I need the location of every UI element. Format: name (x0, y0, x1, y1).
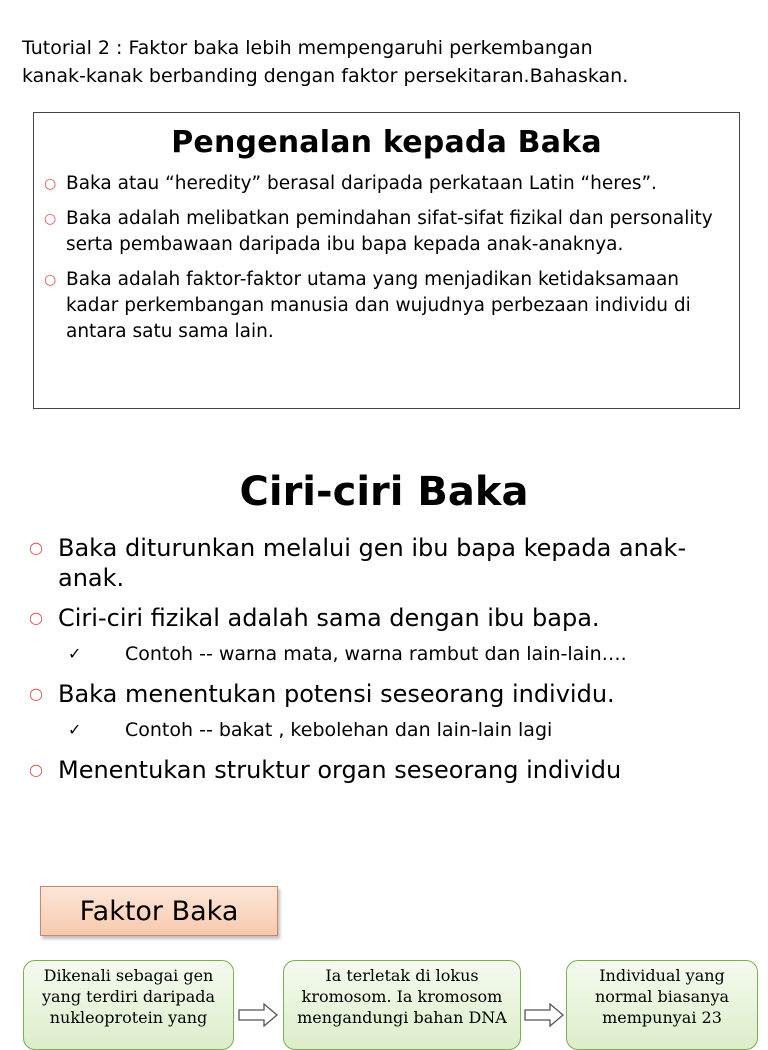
checkmark-icon: ✓ (68, 720, 82, 739)
ciri-item (26, 679, 736, 709)
circle-bullet-icon: ○ (44, 272, 57, 288)
intro-item-text: Baka adalah faktor-faktor utama yang menjadikan ketidaksamaan kadar perkembangan manusia dan wujudnya perbezaan individu di antara satu sama lain. (66, 269, 691, 342)
ciri-subitem (26, 717, 736, 743)
tutorial-question (22, 34, 742, 90)
circle-bullet-icon: ○ (29, 684, 43, 703)
faktor-baka-title-box: Faktor Baka (40, 886, 278, 936)
ciri-item (26, 533, 736, 593)
circle-bullet-icon: ○ (44, 211, 57, 227)
circle-bullet-icon: ○ (29, 608, 43, 627)
ciri-subitem-text: Contoh -- bakat , kebolehan dan lain-lain lagi (125, 719, 553, 741)
ciri-item-text: Ciri-ciri fizikal adalah sama dengan ibu bapa. (58, 604, 600, 632)
faktor-card-lokus: Ia terletak di lokus kromosom. Ia kromosom mengandungi bahan DNA (283, 960, 521, 1050)
circle-bullet-icon: ○ (29, 538, 43, 557)
ciri-item-text: Baka diturunkan melalui gen ibu bapa kepada anak-anak. (58, 534, 687, 592)
tutorial-line-1: Tutorial 2 : Faktor baka lebih mempengaruhi perkembangan (22, 37, 593, 59)
intro-item (42, 267, 729, 345)
right-arrow-icon (238, 1003, 278, 1027)
intro-item (42, 206, 729, 258)
intro-item-text: Baka atau “heredity” berasal daripada perkataan Latin “heres”. (66, 173, 657, 194)
ciri-item (26, 603, 736, 633)
right-arrow-icon (524, 1003, 564, 1027)
intro-list (34, 171, 739, 345)
ciri-item-text: Baka menentukan potensi seseorang individu. (58, 680, 615, 708)
ciri-subitem (26, 641, 736, 667)
ciri-subitem-text: Contoh -- warna mata, warna rambut dan lain-lain…. (125, 643, 627, 665)
intro-box (33, 112, 740, 409)
circle-bullet-icon: ○ (44, 176, 57, 192)
faktor-card-individual: Individual yang normal biasanya mempunyai 23 (566, 960, 758, 1050)
intro-item (42, 171, 729, 197)
faktor-card-gen: Dikenali sebagai gen yang terdiri daripada nukleoprotein yang (23, 960, 234, 1050)
tutorial-line-2: kanak-kanak berbanding dengan faktor persekitaran.Bahaskan. (22, 65, 629, 87)
circle-bullet-icon: ○ (29, 760, 43, 779)
ciri-item (26, 755, 736, 785)
ciri-list (26, 533, 736, 795)
ciri-item-text: Menentukan struktur organ seseorang individu (58, 756, 622, 784)
intro-title: Pengenalan kepada Baka (171, 125, 602, 160)
ciri-title: Ciri-ciri Baka (239, 469, 529, 515)
checkmark-icon: ✓ (68, 644, 82, 663)
intro-item-text: Baka adalah melibatkan pemindahan sifat-sifat fizikal dan personality serta pembawaan daripada ibu bapa kepada anak-anaknya. (66, 208, 713, 255)
